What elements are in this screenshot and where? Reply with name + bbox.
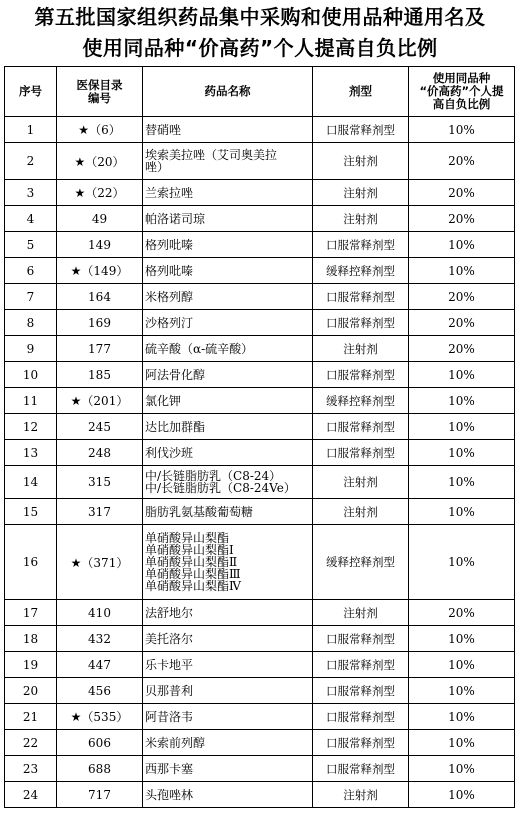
cell-seq: 7: [5, 284, 57, 310]
cell-drug-name: [143, 782, 313, 808]
drug-name-line: 格列吡嗪: [145, 263, 194, 278]
cell-drug-name: [143, 362, 313, 388]
code-value: 49: [91, 211, 108, 226]
header-seq: 序号: [5, 67, 57, 117]
code-value: （6）: [89, 123, 121, 137]
cell-seq: 18: [5, 626, 57, 652]
code-value: 245: [88, 419, 111, 434]
drug-name-line: 中/长链脂肪乳（C8-24Ve）: [145, 481, 296, 495]
cell-dosage-form: 口服常释剂型: [313, 626, 409, 652]
code-value: 447: [88, 657, 111, 672]
cell-dosage-form: 口服常释剂型: [313, 678, 409, 704]
cell-drug-name: [143, 284, 313, 310]
code-value: 456: [88, 683, 111, 698]
cell-drug-name: [143, 388, 313, 414]
cell-code: [57, 600, 143, 626]
header-form: 剂型: [313, 67, 409, 117]
cell-drug-name: [143, 756, 313, 782]
drug-name-line: 帕洛诺司琼: [145, 211, 206, 226]
cell-ratio: 10%: [409, 678, 515, 704]
cell-dosage-form: 口服常释剂型: [313, 284, 409, 310]
drug-name-line: 单硝酸异山梨酯Ⅳ: [145, 579, 241, 593]
table-row: [5, 117, 515, 143]
drug-name-line: 米索前列醇: [145, 735, 206, 750]
cell-code: [57, 232, 143, 258]
table-row: [5, 284, 515, 310]
cell-drug-name: [143, 180, 313, 206]
code-value: 185: [88, 367, 111, 382]
cell-ratio: 20%: [409, 600, 515, 626]
table-row: [5, 626, 515, 652]
cell-dosage-form: 口服常释剂型: [313, 117, 409, 143]
code-value: 177: [88, 341, 111, 356]
cell-ratio: 10%: [409, 730, 515, 756]
cell-drug-name: [143, 440, 313, 466]
drug-table: [4, 66, 515, 808]
cell-seq: 3: [5, 180, 57, 206]
table-row: [5, 499, 515, 525]
cell-ratio: 10%: [409, 499, 515, 525]
cell-dosage-form: 口服常释剂型: [313, 362, 409, 388]
cell-ratio: 10%: [409, 440, 515, 466]
cell-drug-name: [143, 626, 313, 652]
cell-code: [57, 704, 143, 730]
table-row: [5, 600, 515, 626]
code-value: 149: [88, 237, 111, 252]
cell-dosage-form: 缓释控释剂型: [313, 388, 409, 414]
drug-name-line: 阿昔洛韦: [145, 709, 194, 724]
drug-name-line: 单硝酸异山梨酯: [145, 531, 230, 545]
table-row: [5, 206, 515, 232]
table-row: [5, 730, 515, 756]
cell-seq: 6: [5, 258, 57, 284]
code-value: 317: [88, 504, 111, 519]
cell-seq: 1: [5, 117, 57, 143]
star-icon: ★: [70, 394, 82, 408]
cell-ratio: 10%: [409, 388, 515, 414]
table-body: [5, 117, 515, 808]
cell-ratio: 20%: [409, 206, 515, 232]
cell-drug-name: [143, 499, 313, 525]
cell-dosage-form: 口服常释剂型: [313, 414, 409, 440]
cell-code: [57, 678, 143, 704]
cell-dosage-form: 注射剂: [313, 600, 409, 626]
star-icon: ★: [78, 123, 90, 137]
drug-name-line: 西那卡塞: [145, 761, 194, 776]
drug-name-line: 硫辛酸（α-硫辛酸）: [145, 341, 254, 356]
cell-dosage-form: 口服常释剂型: [313, 730, 409, 756]
cell-dosage-form: 注射剂: [313, 782, 409, 808]
drug-name-line: 贝那普利: [145, 683, 194, 698]
cell-drug-name: [143, 652, 313, 678]
cell-drug-name: [143, 206, 313, 232]
cell-drug-name: [143, 143, 313, 180]
cell-drug-name: [143, 310, 313, 336]
cell-code: [57, 310, 143, 336]
drug-name-line: 乐卡地平: [145, 657, 194, 672]
cell-ratio: 10%: [409, 525, 515, 600]
cell-dosage-form: 口服常释剂型: [313, 232, 409, 258]
table-row: [5, 652, 515, 678]
cell-code: [57, 466, 143, 499]
cell-code: [57, 782, 143, 808]
star-icon: ★: [70, 555, 82, 570]
cell-code: [57, 414, 143, 440]
cell-seq: 17: [5, 600, 57, 626]
cell-seq: 10: [5, 362, 57, 388]
cell-dosage-form: 注射剂: [313, 499, 409, 525]
code-value: 169: [88, 315, 111, 330]
drug-name-line: 脂肪乳氨基酸葡萄糖: [145, 504, 254, 519]
cell-code: [57, 143, 143, 180]
cell-dosage-form: 缓释控释剂型: [313, 525, 409, 600]
cell-ratio: 20%: [409, 336, 515, 362]
table-row: [5, 782, 515, 808]
cell-ratio: 10%: [409, 704, 515, 730]
header-ratio-line: 高自负比例: [432, 97, 491, 111]
cell-seq: 14: [5, 466, 57, 499]
cell-code: [57, 206, 143, 232]
cell-ratio: 10%: [409, 258, 515, 284]
cell-seq: 4: [5, 206, 57, 232]
cell-drug-name: [143, 466, 313, 499]
star-icon: ★: [74, 186, 86, 200]
title-line-2: 使用同品种“价高药”个人提高自负比例: [82, 36, 438, 60]
cell-dosage-form: 口服常释剂型: [313, 704, 409, 730]
table-row: [5, 525, 515, 600]
cell-drug-name: [143, 414, 313, 440]
cell-ratio: 20%: [409, 180, 515, 206]
cell-code: [57, 525, 143, 600]
drug-name-line: 单硝酸异山梨酯Ⅲ: [145, 567, 241, 581]
cell-seq: 16: [5, 525, 57, 600]
table-row: [5, 756, 515, 782]
drug-name-line: 中/长链脂肪乳（C8-24）: [145, 469, 282, 483]
star-icon: ★: [70, 710, 82, 724]
cell-ratio: 10%: [409, 414, 515, 440]
cell-code: [57, 440, 143, 466]
cell-seq: 12: [5, 414, 57, 440]
table-header-row: [5, 67, 515, 117]
cell-ratio: 10%: [409, 466, 515, 499]
cell-dosage-form: 注射剂: [313, 143, 409, 180]
cell-seq: 21: [5, 704, 57, 730]
drug-name-line: 埃索美拉唑（艾司奥美拉: [145, 148, 278, 162]
cell-dosage-form: 口服常释剂型: [313, 756, 409, 782]
cell-code: [57, 756, 143, 782]
cell-ratio: 20%: [409, 284, 515, 310]
table-row: [5, 388, 515, 414]
cell-drug-name: [143, 678, 313, 704]
cell-code: [57, 499, 143, 525]
table-row: [5, 258, 515, 284]
header-code-line: 医保目录: [76, 77, 123, 92]
cell-seq: 23: [5, 756, 57, 782]
drug-name-line: 兰索拉唑: [145, 185, 194, 200]
cell-ratio: 20%: [409, 310, 515, 336]
drug-name-line: 达比加群酯: [145, 419, 206, 434]
cell-ratio: 10%: [409, 756, 515, 782]
cell-seq: 2: [5, 143, 57, 180]
drug-name-line: 单硝酸异山梨酯Ⅰ: [145, 543, 234, 557]
cell-code: [57, 336, 143, 362]
cell-seq: 15: [5, 499, 57, 525]
drug-name-line: 替硝唑: [145, 122, 182, 137]
cell-seq: 19: [5, 652, 57, 678]
cell-dosage-form: 口服常释剂型: [313, 440, 409, 466]
cell-dosage-form: 缓释控释剂型: [313, 258, 409, 284]
code-value: 606: [88, 735, 111, 750]
code-value: 432: [88, 631, 111, 646]
cell-code: [57, 362, 143, 388]
cell-code: [57, 258, 143, 284]
cell-drug-name: [143, 704, 313, 730]
drug-name-line: 米格列醇: [145, 289, 194, 304]
cell-code: [57, 117, 143, 143]
drug-name-line: 单硝酸异山梨酯Ⅱ: [145, 555, 238, 569]
cell-code: [57, 388, 143, 414]
cell-drug-name: [143, 258, 313, 284]
drug-name-line: 格列吡嗪: [145, 237, 194, 252]
table-row: [5, 232, 515, 258]
cell-code: [57, 284, 143, 310]
cell-seq: 11: [5, 388, 57, 414]
cell-seq: 24: [5, 782, 57, 808]
cell-ratio: 10%: [409, 362, 515, 388]
cell-ratio: 10%: [409, 232, 515, 258]
cell-code: [57, 180, 143, 206]
drug-name-line: 阿法骨化醇: [145, 367, 206, 382]
code-value: （535）: [81, 710, 129, 724]
code-value: 717: [88, 787, 111, 802]
header-code: [57, 67, 143, 117]
cell-seq: 8: [5, 310, 57, 336]
cell-dosage-form: 口服常释剂型: [313, 652, 409, 678]
code-value: 688: [88, 761, 111, 776]
cell-drug-name: [143, 525, 313, 600]
document-title: [0, 2, 520, 64]
code-value: （371）: [81, 555, 129, 570]
star-icon: ★: [74, 154, 86, 169]
cell-seq: 22: [5, 730, 57, 756]
header-code-line: 编号: [88, 90, 111, 105]
cell-ratio: 10%: [409, 117, 515, 143]
cell-drug-name: [143, 730, 313, 756]
cell-dosage-form: 口服常释剂型: [313, 310, 409, 336]
code-value: 164: [88, 289, 111, 304]
drug-name-line: 唑）: [145, 160, 170, 174]
cell-dosage-form: 注射剂: [313, 206, 409, 232]
code-value: （22）: [85, 186, 125, 200]
drug-name-line: 头孢唑林: [145, 787, 194, 802]
table-row: [5, 180, 515, 206]
cell-dosage-form: 注射剂: [313, 180, 409, 206]
cell-drug-name: [143, 117, 313, 143]
header-ratio: [409, 67, 515, 117]
cell-seq: 5: [5, 232, 57, 258]
drug-name-line: 利伐沙班: [145, 445, 194, 460]
title-line-1: 第五批国家组织药品集中采购和使用品种通用名及: [34, 5, 486, 29]
table-row: [5, 678, 515, 704]
table-row: [5, 414, 515, 440]
cell-dosage-form: 注射剂: [313, 466, 409, 499]
code-value: （149）: [81, 264, 129, 278]
cell-ratio: 10%: [409, 626, 515, 652]
cell-code: [57, 626, 143, 652]
cell-drug-name: [143, 232, 313, 258]
code-value: （201）: [81, 394, 129, 408]
code-value: 315: [88, 475, 111, 489]
cell-ratio: 10%: [409, 782, 515, 808]
table-row: [5, 310, 515, 336]
cell-drug-name: [143, 336, 313, 362]
cell-ratio: 10%: [409, 652, 515, 678]
table-row: [5, 704, 515, 730]
code-value: 410: [88, 605, 111, 620]
table-row: [5, 466, 515, 499]
cell-seq: 9: [5, 336, 57, 362]
cell-ratio: 20%: [409, 143, 515, 180]
code-value: （20）: [85, 154, 125, 169]
code-value: 248: [88, 445, 111, 460]
cell-seq: 13: [5, 440, 57, 466]
table-row: [5, 362, 515, 388]
drug-name-line: 法舒地尔: [145, 605, 194, 620]
header-name: 药品名称: [143, 67, 313, 117]
table-row: [5, 440, 515, 466]
cell-seq: 20: [5, 678, 57, 704]
cell-drug-name: [143, 600, 313, 626]
table-row: [5, 143, 515, 180]
header-ratio-line: 使用同品种: [432, 71, 491, 85]
star-icon: ★: [70, 264, 82, 278]
drug-name-line: 氯化钾: [145, 393, 182, 408]
cell-dosage-form: 注射剂: [313, 336, 409, 362]
cell-code: [57, 652, 143, 678]
drug-name-line: 沙格列汀: [145, 315, 194, 330]
table-row: [5, 336, 515, 362]
cell-code: [57, 730, 143, 756]
drug-name-line: 美托洛尔: [145, 631, 194, 646]
header-ratio-line: “价高药”个人提: [419, 84, 504, 98]
